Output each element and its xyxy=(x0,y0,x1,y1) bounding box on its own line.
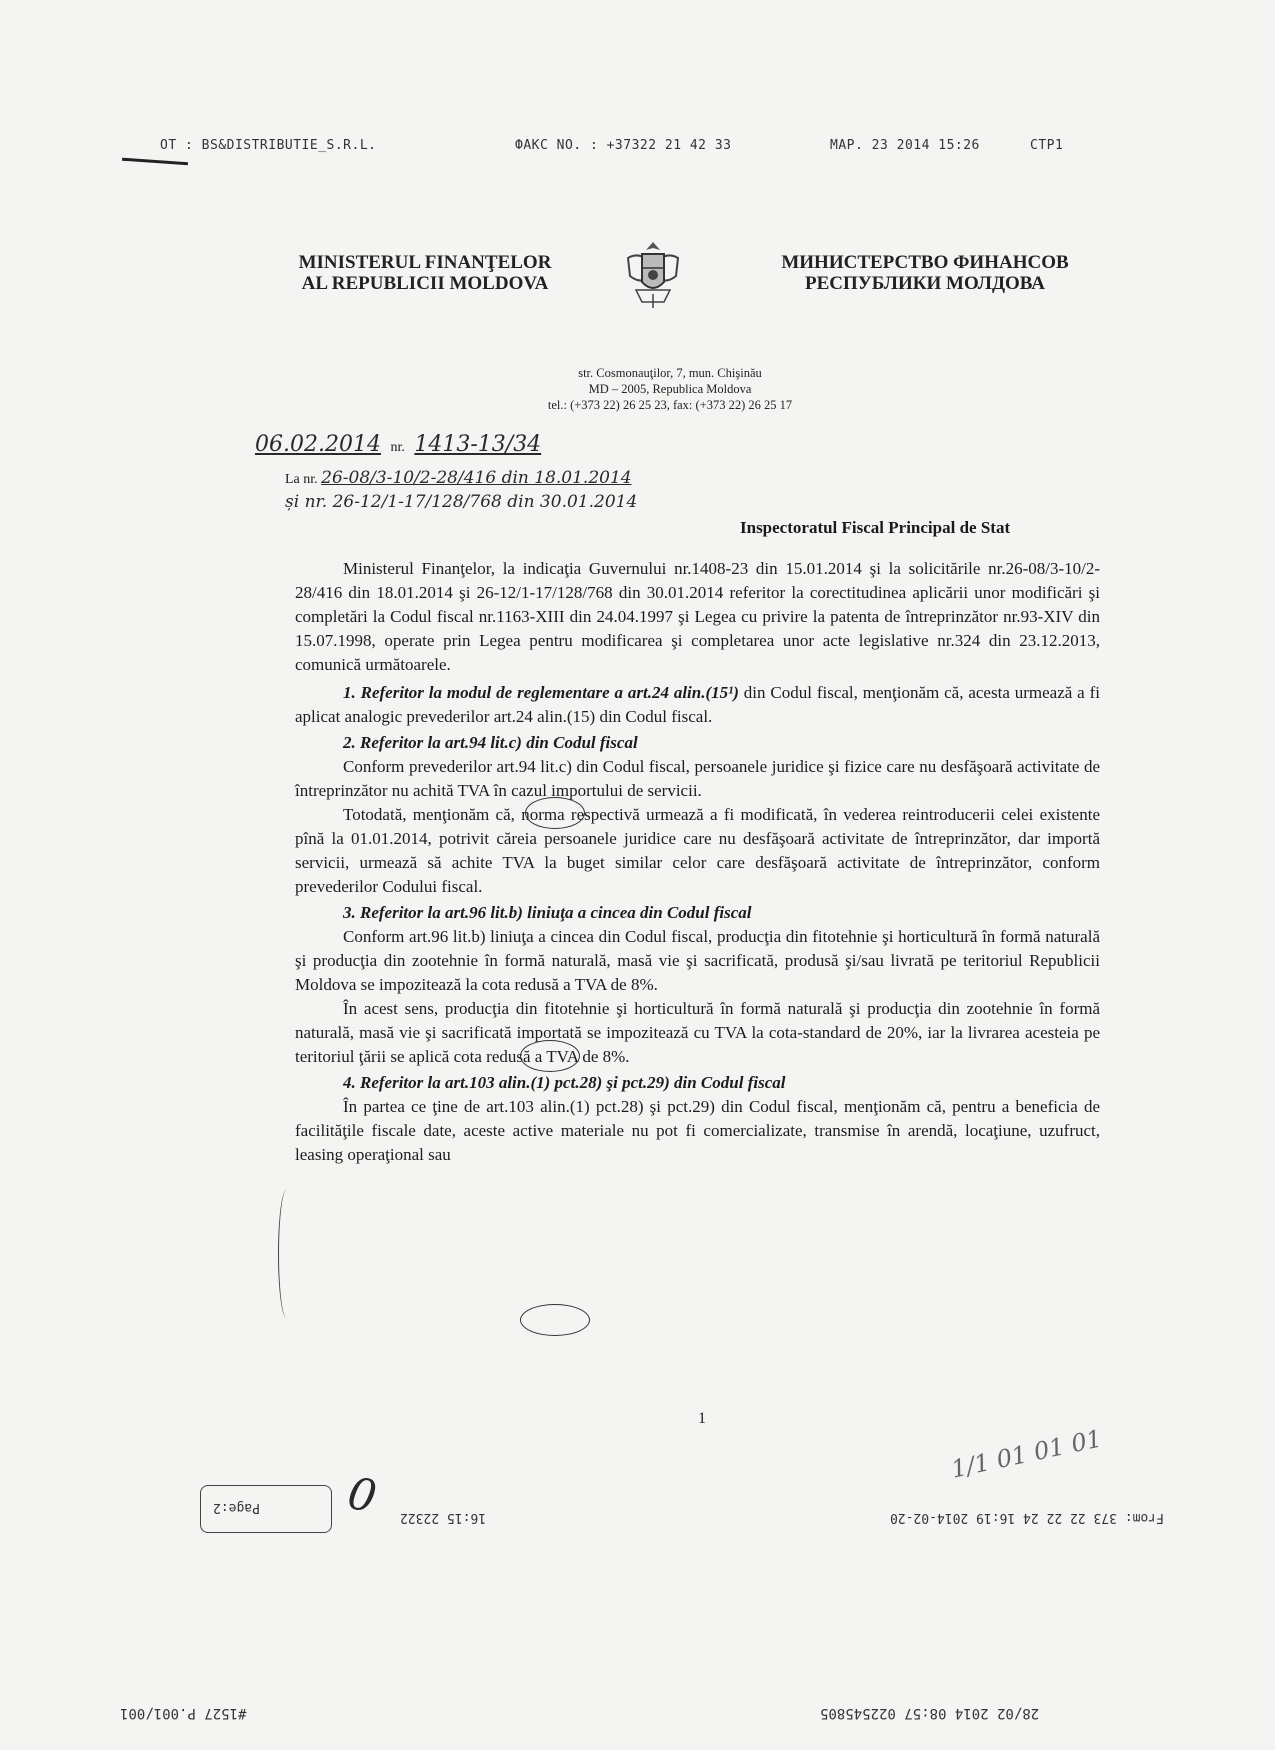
reply-reference-2: și nr. 26-12/1-17/128/768 din 30.01.2014 xyxy=(285,492,638,512)
signature-mark: 0 xyxy=(343,1467,381,1524)
section-4-heading: 4. Referitor la art.103 alin.(1) pct.28) şi pct.29) din Codul fiscal xyxy=(343,1073,786,1092)
section-3-paragraph-2: În acest sens, producţia din fitotehnie şi horticultură în formă naturală şi producţia din zootehnie în formă naturală, masă vie şi sacrificată importată se impozitează cu TVA la cota-standard de 20%, iar la livrarea acesteia pe teritoriul ţării se aplică cota redusă a TVA de 8%. xyxy=(295,999,1100,1066)
section-1 xyxy=(295,681,1100,729)
reference-nr-label: nr. xyxy=(390,440,405,455)
reply-label: La nr. xyxy=(285,472,318,487)
mirrored-fax-right: From: 373 22 22 24 16:19 2014-02-20 xyxy=(890,1510,1164,1525)
reply-reference-line xyxy=(285,468,632,488)
margin-bracket xyxy=(278,1190,295,1318)
address-phone: tel.: (+373 22) 26 25 23, fax: (+373 22) 26 25 17 xyxy=(547,398,793,412)
reference-date: 06.02.2014 xyxy=(255,432,381,457)
intro-paragraph: Ministerul Finanţelor, la indicaţia Guvernului nr.1408-23 din 15.01.2014 şi la solicitările nr.26-08/3-10/2-28/416 din 18.01.2014 şi 26-12/1-17/128/768 din 30.01.2014 referitor la corectitudinea aplicării unor modificări şi completări la Codul fiscal nr.1163-XIII din 24.04.1997 şi Legea cu privire la patenta de întreprinzător nr.93-XIV din 15.07.1998, operate prin Legea pentru modificarea şi completarea unor acte legislative nr.324 din 23.12.2013, comunică următoarele. xyxy=(295,559,1100,674)
handwritten-circle-art94 xyxy=(525,797,585,829)
fax-number: ФАКС NO. : +37322 21 42 33 xyxy=(515,138,732,153)
fax-date: МАР. 23 2014 15:26 xyxy=(830,138,980,153)
letterhead-right xyxy=(765,252,1085,294)
letterhead-left xyxy=(280,252,570,294)
mirrored-page-label: Page:2 xyxy=(213,1500,260,1515)
handwritten-circle-art103 xyxy=(520,1304,590,1336)
section-2-paragraph-1: Conform prevederilor art.94 lit.c) din Codul fiscal, persoanele juridice şi fizice care nu desfăşoară activitate de întreprinzător nu achită TVA în cazul importului de servicii. xyxy=(295,757,1100,800)
address-street: str. Cosmonauţilor, 7, mun. Chişinău xyxy=(578,366,762,380)
ministry-name-ru: МИНИСТЕРСТВО ФИНАНСОВ xyxy=(781,252,1069,273)
handwritten-circle-art96 xyxy=(520,1040,580,1072)
address-block xyxy=(430,365,910,413)
section-2-heading: 2. Referitor la art.94 lit.c) din Codul fiscal xyxy=(343,733,638,752)
address-postal: MD – 2005, Republica Moldova xyxy=(588,382,752,396)
section-1-text: din Codul fiscal, menţionăm că, acesta urmează a fi aplicat analogic prevederilor art.24 alin.(15) din Codul fiscal. xyxy=(295,683,1100,726)
ink-stroke xyxy=(122,158,188,166)
section-4-paragraph-1: În partea ce ţine de art.103 alin.(1) pct.28) şi pct.29) din Codul fiscal, menţionăm că, pentru a beneficia de facilităţile fiscale date, aceste active materiale nu pot fi comercializate, transmise în arendă, locaţiune, uzufruct, leasing operaţional sau xyxy=(295,1097,1100,1164)
mirrored-fax-mid: 16:15 22322 xyxy=(400,1510,487,1525)
reference-number: 1413-13/34 xyxy=(414,432,542,457)
page-number: 1 xyxy=(698,1410,706,1427)
handwritten-note: 1/1 01 01 01 xyxy=(948,1424,1105,1484)
republic-name-ro: AL REPUBLICII MOLDOVA xyxy=(301,273,549,294)
mirrored-bottom-left: #1527 P.001/001 xyxy=(120,1705,247,1721)
fax-page: СТР1 xyxy=(1030,138,1064,153)
mirrored-page-box xyxy=(200,1485,332,1533)
republic-name-ru: РЕСПУБЛИКИ МОЛДОВА xyxy=(804,273,1046,294)
recipient: Inspectoratul Fiscal Principal de Stat xyxy=(740,518,1011,537)
letter-body xyxy=(295,557,1100,1167)
fax-sender: OT : BS&DISTRIBUTIE_S.R.L. xyxy=(160,138,377,153)
section-1-heading: 1. Referitor la modul de reglementare a art.24 alin.(15¹) xyxy=(343,683,739,702)
section-3-heading: 3. Referitor la art.96 lit.b) liniuţa a cincea din Codul fiscal xyxy=(343,903,752,922)
mirrored-bottom-right: 28/02 2014 08:57 022545805 xyxy=(820,1705,1040,1721)
ministry-name-ro: MINISTERUL FINANŢELOR xyxy=(298,252,552,273)
section-2-paragraph-2: Totodată, menţionăm că, norma respectivă urmează a fi modificată, în vederea reintroducerii celei existente pînă la 01.01.2014, potrivit căreia persoanele juridice care nu desfăşoară activitate de întreprinzător, dar importă servicii, urmează să achite TVA la buget similar celor care desfăşoară activitate de întreprinzător, conform prevederilor Codului fiscal. xyxy=(295,805,1100,896)
reply-reference-1: 26-08/3-10/2-28/416 din 18.01.2014 xyxy=(321,468,632,488)
reference-line xyxy=(255,432,581,457)
moldova-coat-of-arms-icon xyxy=(618,238,688,310)
section-3-paragraph-1: Conform art.96 lit.b) liniuţa a cincea din Codul fiscal, producţia din fitotehnie şi horticultură în formă naturală şi producţia din zootehnie în formă naturală, masă vie şi sacrificată, produsă şi/sau livrată pe teritoriul Republicii Moldova se impozitează la cota redusă a TVA de 8%. xyxy=(295,927,1100,994)
